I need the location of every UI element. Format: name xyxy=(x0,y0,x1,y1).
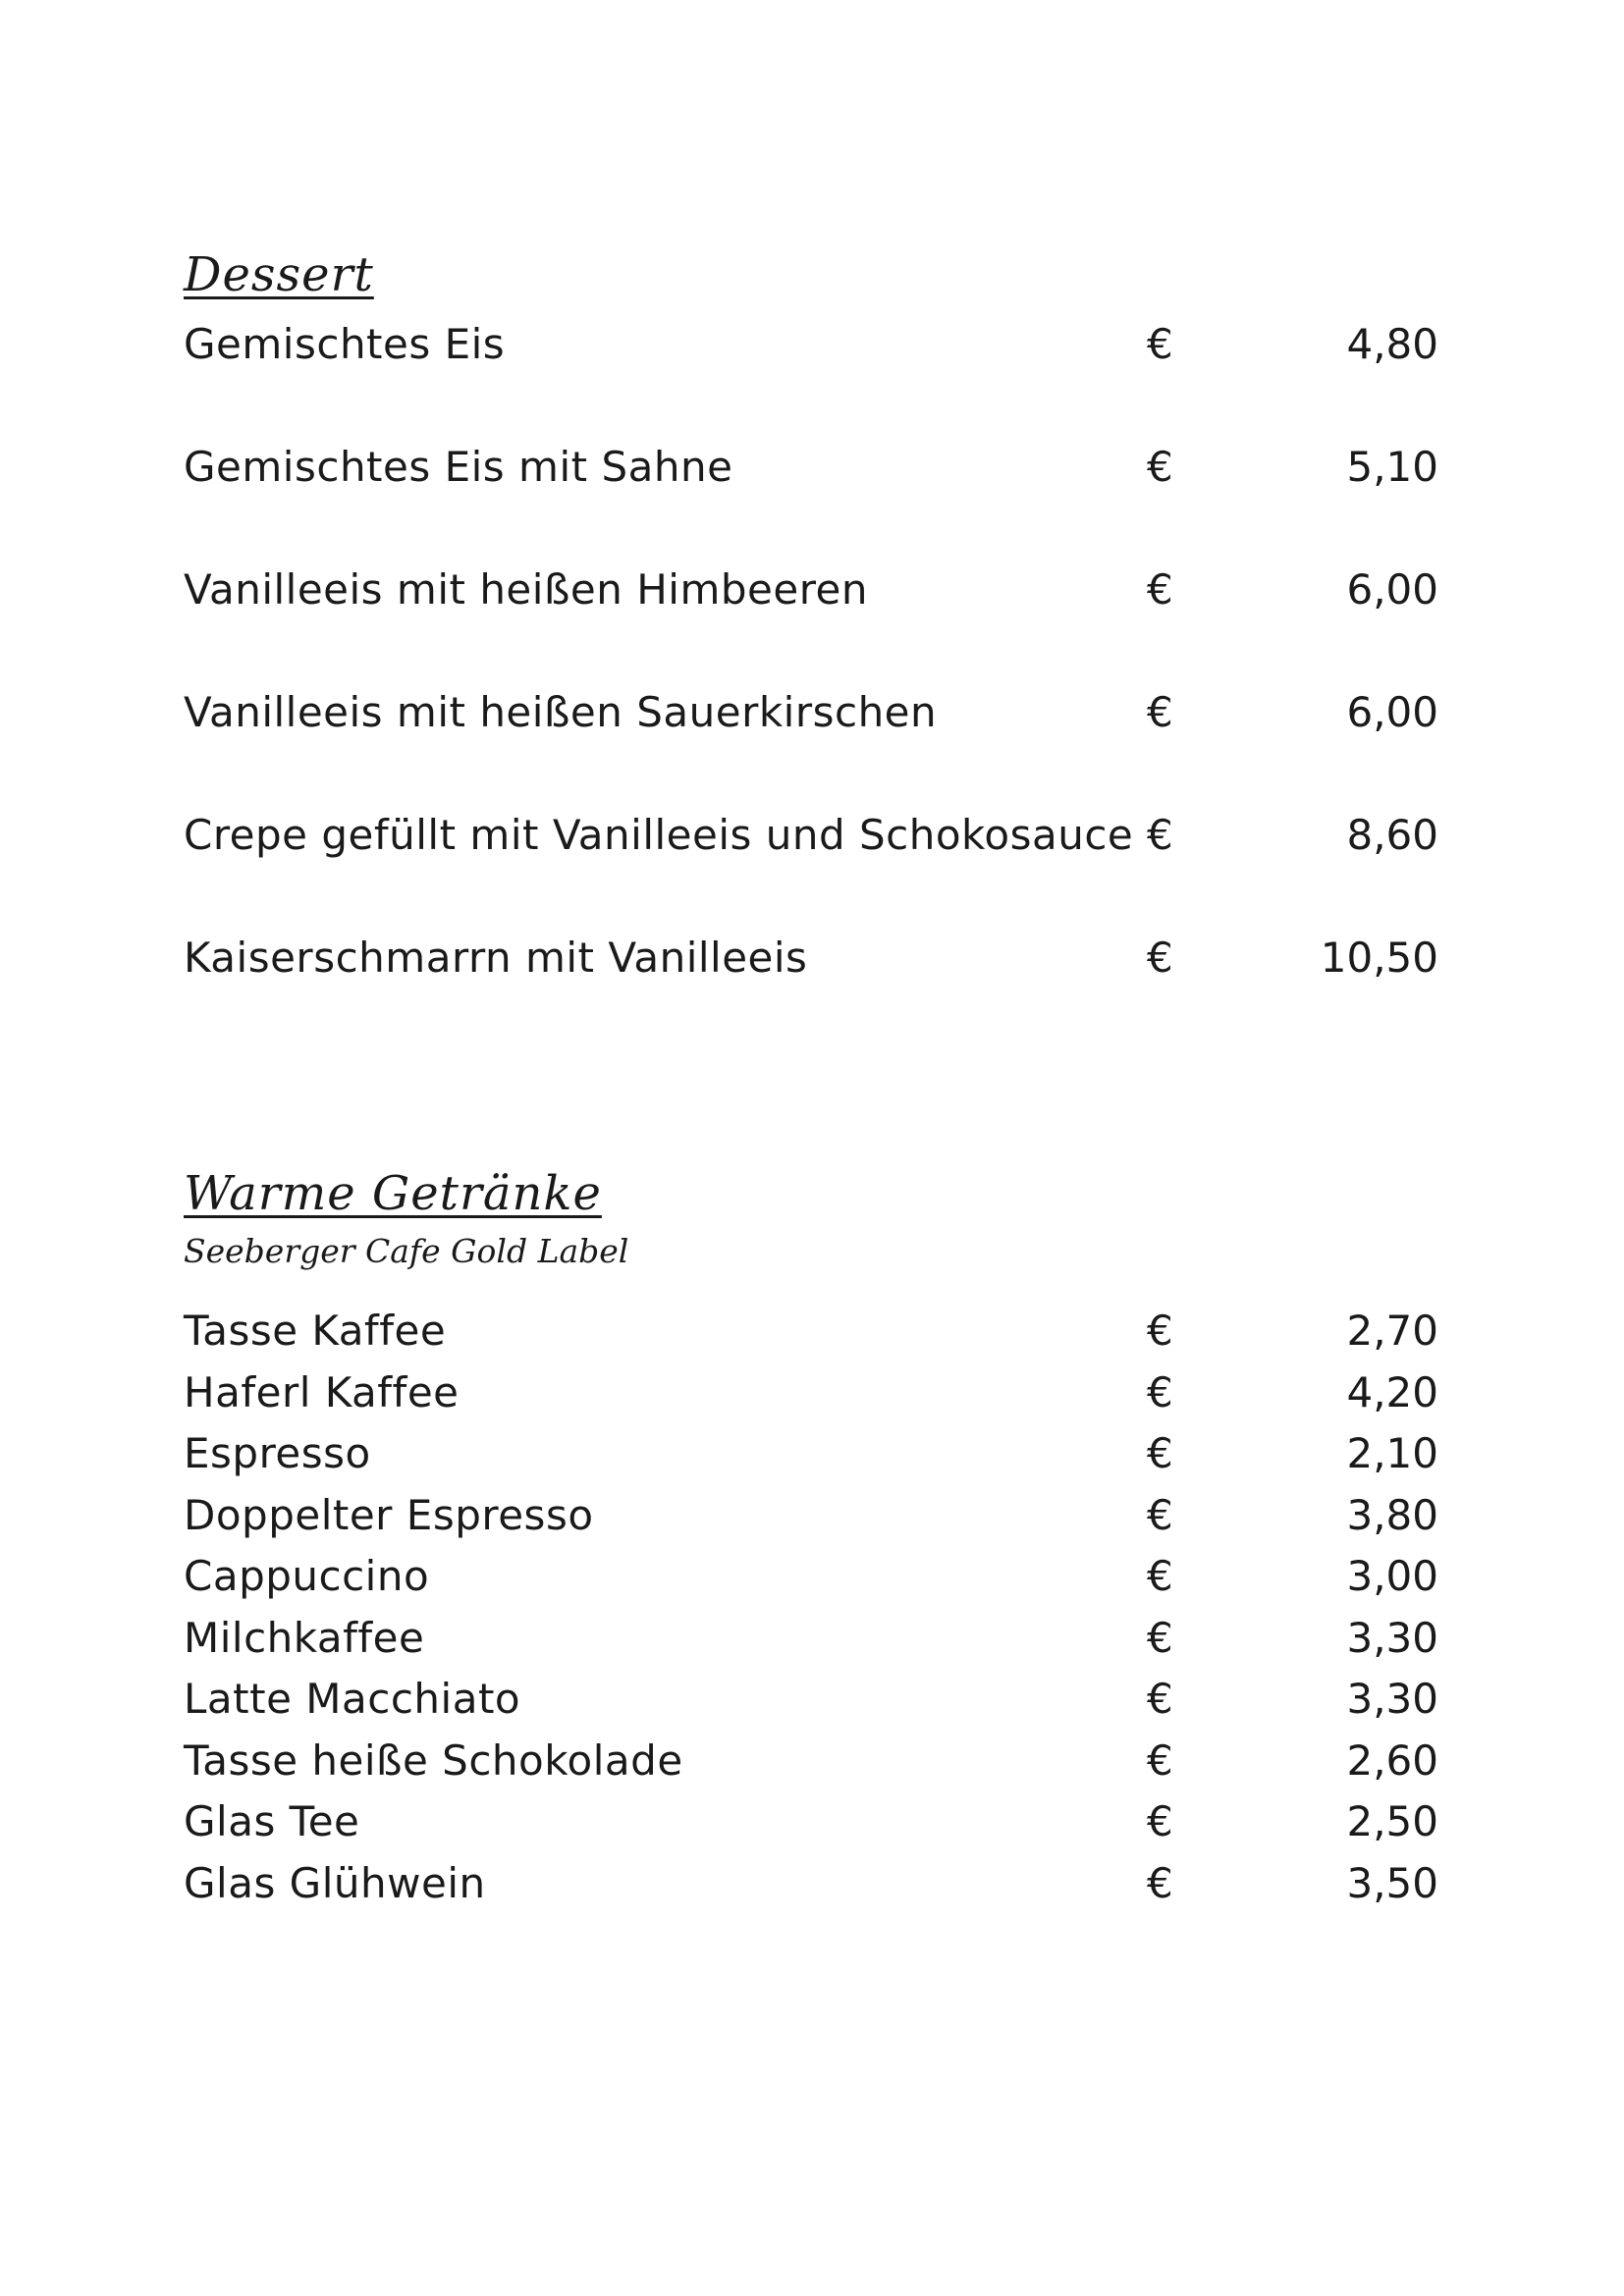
item-price: 3,30 xyxy=(1346,1675,1438,1723)
menu-item xyxy=(0,1853,1624,1915)
currency-symbol: € xyxy=(1147,443,1173,491)
item-name: Tasse Kaffee xyxy=(184,1307,447,1355)
item-price: 3,50 xyxy=(1346,1858,1438,1907)
item-price: 2,10 xyxy=(1346,1429,1438,1477)
menu-item xyxy=(0,682,1624,805)
menu-item xyxy=(0,928,1624,1050)
item-price: 6,00 xyxy=(1346,565,1438,614)
currency-symbol: € xyxy=(1147,565,1173,614)
item-name: Glas Glühwein xyxy=(184,1858,486,1907)
menu-item xyxy=(0,1423,1624,1485)
currency-symbol: € xyxy=(1147,934,1173,982)
currency-symbol: € xyxy=(1147,1858,1173,1907)
menu-item xyxy=(0,314,1624,437)
item-name: Haferl Kaffee xyxy=(184,1367,460,1416)
item-price: 4,80 xyxy=(1346,320,1438,368)
item-name: Doppelter Espresso xyxy=(184,1490,594,1539)
currency-symbol: € xyxy=(1147,1613,1173,1662)
item-price: 6,00 xyxy=(1346,688,1438,736)
item-name: Cappuccino xyxy=(184,1552,430,1600)
menu-item xyxy=(0,1608,1624,1670)
currency-symbol: € xyxy=(1147,320,1173,368)
warm-drinks-heading: Warme Getränke xyxy=(184,1166,602,1221)
item-price: 8,60 xyxy=(1346,811,1438,859)
item-price: 3,00 xyxy=(1346,1552,1438,1600)
item-name: Gemischtes Eis mit Sahne xyxy=(184,443,733,491)
dessert-heading: Dessert xyxy=(184,247,374,302)
menu-item xyxy=(0,1301,1624,1362)
currency-symbol: € xyxy=(1147,1429,1173,1477)
item-name: Latte Macchiato xyxy=(184,1675,521,1723)
currency-symbol: € xyxy=(1147,1490,1173,1539)
item-name: Kaiserschmarrn mit Vanilleeis xyxy=(184,934,808,982)
menu-item xyxy=(0,437,1624,560)
menu-item xyxy=(0,1485,1624,1547)
currency-symbol: € xyxy=(1147,1797,1173,1845)
item-price: 3,80 xyxy=(1346,1490,1438,1539)
item-price: 2,70 xyxy=(1346,1307,1438,1355)
menu-item xyxy=(0,1362,1624,1424)
menu-item xyxy=(0,560,1624,682)
warm-drinks-subtitle: Seeberger Cafe Gold Label xyxy=(184,1232,629,1270)
item-name: Crepe gefüllt mit Vanilleeis und Schokosauce xyxy=(184,811,1134,859)
menu-item xyxy=(0,805,1624,928)
item-price: 3,30 xyxy=(1346,1613,1438,1662)
item-name: Vanilleeis mit heißen Sauerkirschen xyxy=(184,688,938,736)
currency-symbol: € xyxy=(1147,1735,1173,1785)
item-price: 4,20 xyxy=(1346,1367,1438,1416)
item-name: Glas Tee xyxy=(184,1797,360,1845)
currency-symbol: € xyxy=(1147,1552,1173,1600)
item-name: Espresso xyxy=(184,1429,371,1477)
warm-drinks-list xyxy=(0,1301,1624,1914)
menu-item xyxy=(0,1731,1624,1792)
item-price: 5,10 xyxy=(1346,443,1438,491)
currency-symbol: € xyxy=(1147,811,1173,859)
menu-item xyxy=(0,1791,1624,1853)
menu-item xyxy=(0,1669,1624,1731)
item-name: Vanilleeis mit heißen Himbeeren xyxy=(184,565,869,614)
currency-symbol: € xyxy=(1147,1307,1173,1355)
item-price: 10,50 xyxy=(1320,934,1438,982)
item-price: 2,50 xyxy=(1346,1797,1438,1845)
currency-symbol: € xyxy=(1147,1367,1173,1416)
currency-symbol: € xyxy=(1147,688,1173,736)
menu-item xyxy=(0,1546,1624,1608)
currency-symbol: € xyxy=(1147,1675,1173,1723)
dessert-list xyxy=(0,314,1624,1050)
item-price: 2,60 xyxy=(1346,1735,1438,1785)
item-name: Milchkaffee xyxy=(184,1613,425,1662)
item-name: Gemischtes Eis xyxy=(184,320,506,368)
item-name: Tasse heiße Schokolade xyxy=(184,1735,683,1785)
